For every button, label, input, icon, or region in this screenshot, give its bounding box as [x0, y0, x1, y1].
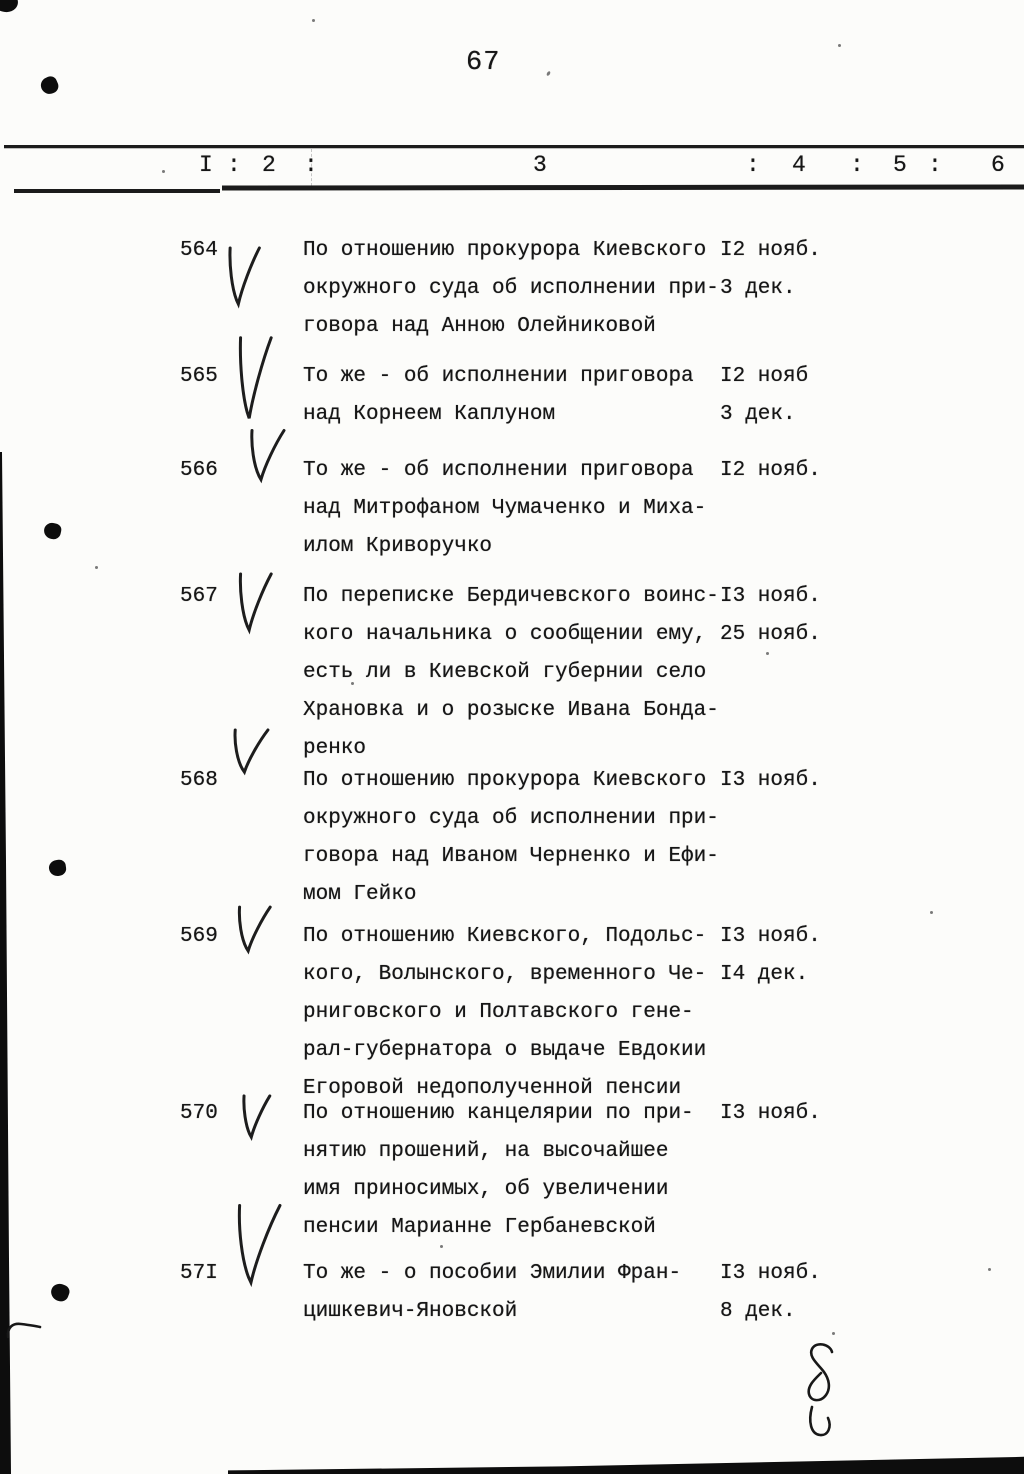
checkmark-icon	[231, 570, 275, 634]
date-line: I2 нояб.	[720, 459, 821, 482]
checkmark-icon	[230, 904, 274, 954]
column-number: I	[199, 152, 213, 178]
description-line: илом Криворучко	[303, 535, 493, 558]
date-line: 25 нояб.	[720, 623, 821, 646]
entry-description	[303, 358, 694, 434]
description-line: есть ли в Киевской губернии село	[303, 661, 707, 684]
checkmark-icon	[242, 427, 288, 483]
description-line: По отношению Киевского, Подольс-	[303, 925, 707, 948]
entry-description	[303, 452, 706, 566]
description-line: над Корнеем Каплуном	[303, 403, 556, 426]
description-line: То же - о пособии Эмилии Фран-	[303, 1262, 682, 1285]
scan-speck	[930, 911, 933, 914]
description-line: нятию прошений, на высочайшее	[303, 1140, 669, 1163]
description-line: говора над Анною Олейниковой	[303, 315, 656, 338]
scan-speck	[162, 170, 165, 173]
checkmark-icon	[236, 1093, 273, 1140]
entry-number: 569	[180, 925, 218, 948]
checkmark-icon	[227, 1200, 285, 1288]
page-number: 67	[466, 48, 501, 78]
description-line: окружного суда об исполнении при-	[303, 807, 719, 830]
description-line: рниговского и Полтавского гене-	[303, 1001, 694, 1024]
entry-dates	[720, 762, 821, 800]
hole-punch-dot	[43, 521, 63, 540]
description-line: Храновка и о розыске Ивана Бонда-	[303, 699, 719, 722]
description-line: кого, Волынского, временного Че-	[303, 963, 707, 986]
entry-number: 57I	[180, 1262, 218, 1285]
scan-speck	[312, 19, 315, 22]
column-number: 3	[533, 152, 547, 178]
column-number: 5	[893, 152, 907, 178]
column-separator: :	[746, 152, 760, 178]
hole-punch-dot	[48, 859, 67, 877]
entry-number: 564	[180, 239, 218, 262]
entry-dates	[720, 1255, 821, 1331]
description-line: говора над Иваном Черненко и Ефи-	[303, 845, 719, 868]
scan-corner-blot	[0, 0, 21, 15]
entry-description	[303, 918, 706, 1108]
scan-speck	[988, 1268, 991, 1271]
entry-number: 568	[180, 769, 218, 792]
entry-description	[303, 762, 719, 914]
description-line: над Митрофаном Чумаченко и Миха-	[303, 497, 707, 520]
description-line: По отношению прокурора Киевского	[303, 769, 707, 792]
description-line: ренко	[303, 737, 367, 760]
date-line: 8 дек.	[720, 1300, 796, 1323]
table-header-rule	[222, 184, 1024, 190]
entry-dates	[720, 918, 821, 994]
entry-dates	[720, 452, 821, 490]
hole-punch-dot	[49, 1281, 72, 1303]
scan-edge-bottom	[228, 1454, 1024, 1474]
description-line: мом Гейко	[303, 883, 417, 906]
description-line: По отношению прокурора Киевского	[303, 239, 707, 262]
entry-dates	[720, 358, 808, 434]
scan-speck	[838, 44, 841, 47]
description-line: рал-губернатора о выдаче Евдокии	[303, 1039, 707, 1062]
column-number: 6	[991, 152, 1005, 178]
hole-punch-dot	[38, 74, 60, 96]
handwritten-bracket-mark	[6, 1318, 42, 1340]
handwritten-mark-8	[799, 1341, 843, 1441]
description-line: По переписке Бердичевского воинс-	[303, 585, 719, 608]
column-number: 2	[262, 152, 276, 178]
entry-dates	[720, 232, 821, 308]
date-line: I3 нояб.	[720, 1102, 821, 1125]
entry-description	[303, 1095, 694, 1247]
description-line: имя приносимых, об увеличении	[303, 1178, 669, 1201]
entry-description	[303, 232, 719, 346]
description-line: То же - об исполнении приговора	[303, 365, 694, 388]
date-line: I2 нояб.	[720, 239, 821, 262]
date-line: 3 дек.	[720, 403, 796, 426]
description-line: По отношению канцелярии по при-	[303, 1102, 694, 1125]
scan-speck	[832, 1332, 835, 1335]
table-header-rule	[14, 189, 220, 193]
description-line: окружного суда об исполнении при-	[303, 277, 719, 300]
entry-number: 565	[180, 365, 218, 388]
date-line: 3 дек.	[720, 277, 796, 300]
entry-number: 566	[180, 459, 218, 482]
column-separator: :	[850, 152, 864, 178]
entry-number: 570	[180, 1102, 218, 1125]
column-separator: :	[304, 152, 318, 178]
checkmark-icon	[231, 332, 275, 424]
scan-speck	[546, 71, 551, 77]
scan-speck	[95, 566, 98, 569]
entry-dates	[720, 578, 821, 654]
date-line: I3 нояб.	[720, 925, 821, 948]
column-separator: :	[928, 152, 942, 178]
description-line: То же - об исполнении приговора	[303, 459, 694, 482]
description-line: Егоровой недополученной пенсии	[303, 1077, 682, 1100]
description-line: пенсии Марианне Гербаневской	[303, 1216, 656, 1239]
date-line: I3 нояб.	[720, 1262, 821, 1285]
date-line: I4 дек.	[720, 963, 809, 986]
entry-description	[303, 1255, 681, 1331]
table-top-rule	[4, 145, 1024, 148]
entry-description	[303, 578, 719, 768]
checkmark-icon	[225, 727, 272, 775]
description-line: кого начальника о сообщении ему,	[303, 623, 707, 646]
date-line: I3 нояб.	[720, 769, 821, 792]
column-number: 4	[792, 152, 806, 178]
description-line: цишкевич-Яновской	[303, 1300, 518, 1323]
entry-number: 567	[180, 585, 218, 608]
date-line: I2 нояб	[720, 365, 809, 388]
entry-dates	[720, 1095, 821, 1133]
column-separator: :	[227, 152, 241, 178]
checkmark-icon	[221, 244, 263, 308]
date-line: I3 нояб.	[720, 585, 821, 608]
